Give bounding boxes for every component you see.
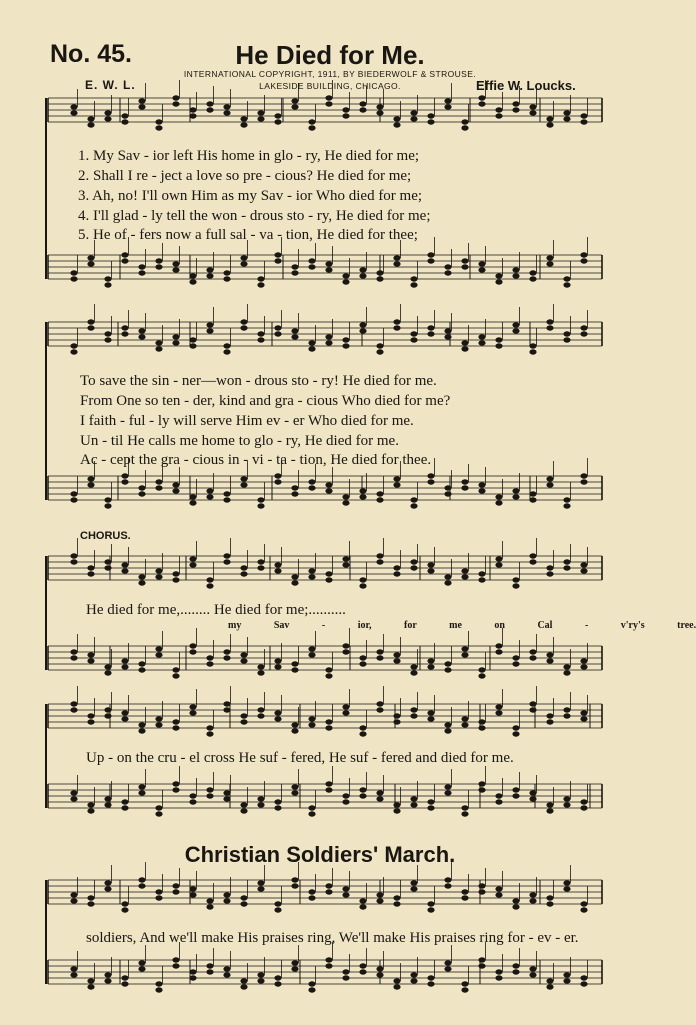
hymn-number: No. 45. [50,40,132,68]
hymn-title: He Died for Me. [235,40,425,70]
words-credit: E. W. L. [85,78,136,92]
verse-5-line-b: Ac - cept the gra - cious in - vi - ta - tion, He died for thee. [80,452,432,468]
verse-4-line-b: Un - til He calls me home to glo - ry, He died for me. [80,433,399,449]
music-credit: Effie W. Loucks. [476,78,576,93]
second-hymn-title: Christian Soldiers' March. [184,842,456,867]
copyright-line-1: INTERNATIONAL COPYRIGHT, 1911, BY BIEDERWOLF & STROUSE. [183,69,477,79]
verse-3-line-b: I faith - ful - ly will serve Him ev - er Who died for me. [80,413,414,429]
chorus-line-1: He died for me,........ He died for me;.......... [86,602,346,618]
verse-2-line-b: From One so ten - der, kind and gra - cious Who died for me? [80,393,451,409]
verse-1-line-b: To save the sin - ner—won - drous sto - ry! He died for me. [80,373,437,389]
verse-5-line-a: 5. He of - fers now a full sal - va - tion, He died for thee; [78,227,418,243]
chorus-line-2: Up - on the cru - el cross He suf - fered, He suf - fered and died for me. [86,750,514,766]
verse-2-line-a: 2. Shall I re - ject a love so pre - cious? He died for me; [78,168,412,184]
second-hymn-lyric: soldiers, And we'll make His praises ring, We'll make His praises ring for - ev - er. [86,930,579,946]
verse-3-line-a: 3. Ah, no! I'll own Him as my Sav - ior Who died for me; [78,188,423,204]
verse-1-line-a: 1. My Sav - ior left His home in glo - ry, He died for me; [78,148,420,164]
chorus-label: CHORUS. [80,530,131,542]
verse-4-line-a: 4. I'll glad - ly tell the won - drous sto - ry, He died for me; [78,208,431,224]
copyright-line-2: LAKESIDE BUILDING, CHICAGO. [259,81,401,91]
chorus-echo: my Sav - ior, for me on Cal - v'ry's tree. [228,620,696,631]
